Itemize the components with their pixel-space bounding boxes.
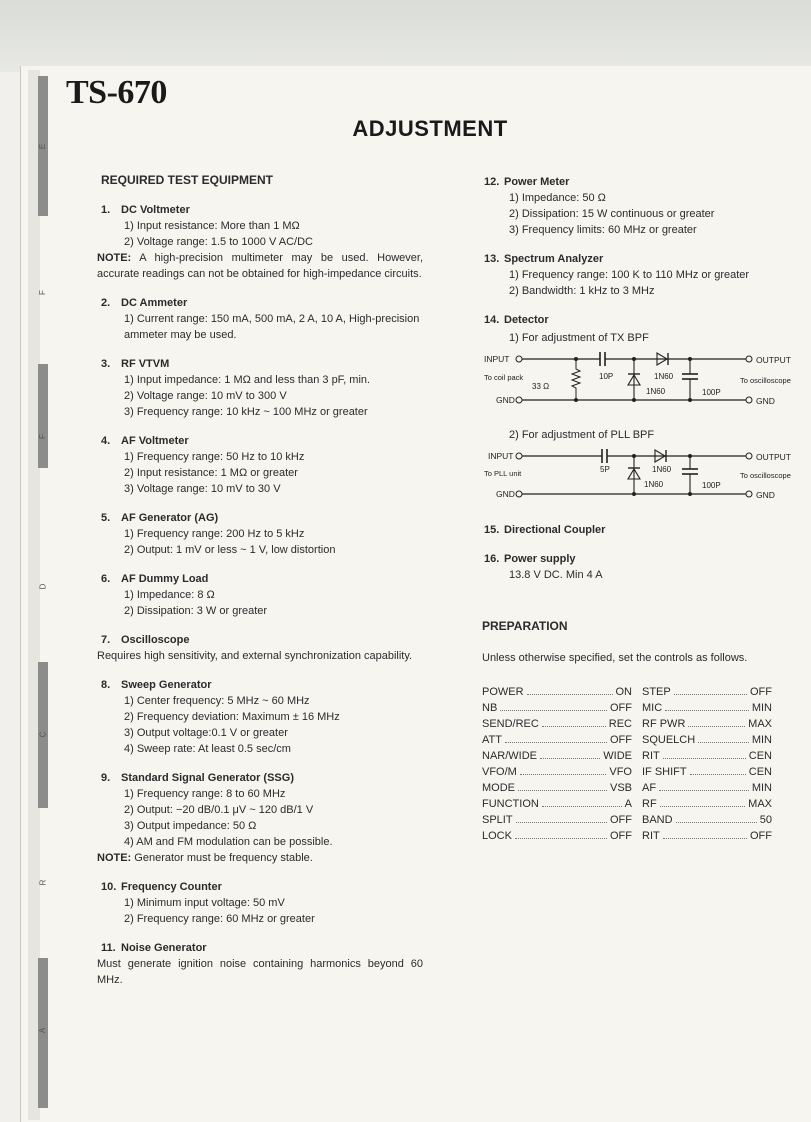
setting-label: AF (642, 782, 657, 794)
item-line: 2) Frequency range: 60 MHz or greater (124, 913, 315, 925)
setting-label: SEND/REC (482, 718, 539, 730)
item-number: 2. (101, 297, 111, 309)
setting-row (642, 684, 772, 700)
shunt-diode-value: 1N60 (644, 480, 664, 489)
output-terminal (746, 453, 752, 459)
setting-label: NAR/WIDE (482, 750, 537, 762)
item-line: 1) Input resistance: More than 1 MΩ (124, 220, 300, 232)
schematic-source-label: To PLL unit (484, 469, 522, 478)
equipment-item (97, 940, 423, 988)
item-title: AF Dummy Load (121, 573, 209, 585)
setting-value: MIN (751, 734, 772, 746)
schematic-dest-label: To oscilloscope (740, 471, 791, 480)
item-number: 9. (101, 772, 111, 784)
gnd-terminal (516, 397, 522, 403)
setting-row (482, 764, 632, 780)
setting-label: POWER (482, 686, 524, 698)
setting-label: STEP (642, 686, 671, 698)
setting-label: RF PWR (642, 718, 686, 730)
setting-row (642, 732, 772, 748)
item-number: 5. (101, 512, 111, 524)
item-line: 1) Current range: 150 mA, 500 mA, 2 A, 10 A, High-precision ammeter may be used. (124, 313, 420, 341)
setting-row (642, 700, 772, 716)
item-number: 14. (484, 314, 500, 326)
setting-label: FUNCTION (482, 798, 539, 810)
item-title: DC Voltmeter (121, 204, 190, 216)
setting-label: LOCK (482, 830, 512, 842)
item-number: 3. (101, 358, 111, 370)
side-tab-letter: E (38, 143, 48, 150)
setting-value: REC (608, 718, 632, 730)
setting-value: OFF (610, 734, 632, 746)
item-note (97, 250, 423, 282)
item-title: DC Ammeter (121, 297, 188, 309)
setting-row (482, 700, 632, 716)
note-label: NOTE: (97, 852, 132, 864)
item-paragraph: Must generate ignition noise containing harmonics beyond 60 MHz. (97, 958, 423, 986)
setting-row (482, 732, 632, 748)
item-line: 13.8 V DC. Min 4 A (509, 569, 603, 581)
setting-row (642, 780, 772, 796)
tx-bpf-detector-schematic (482, 352, 804, 412)
equipment-item (97, 510, 423, 558)
schematic-source-label: To coil pack (484, 373, 524, 382)
item-number: 13. (484, 253, 500, 265)
item-title: Directional Coupler (504, 524, 606, 536)
setting-value: CEN (748, 766, 772, 778)
item-line: 1) Input impedance: 1 MΩ and less than 3 pF, min. (124, 374, 371, 386)
item-number: 8. (101, 679, 111, 691)
side-tab-letter: F (37, 434, 47, 439)
item-title: Power Meter (504, 176, 570, 188)
item-title: Sweep Generator (121, 679, 212, 691)
item-line: 1) Impedance: 50 Ω (509, 192, 606, 204)
junction-dot (688, 398, 692, 402)
side-tab-letter: R (38, 879, 48, 886)
item-line: 2) Frequency deviation: Maximum ± 16 MHz (124, 711, 340, 723)
note-text: Generator must be frequency stable. (134, 852, 313, 864)
setting-row (642, 764, 772, 780)
item-number: 11. (101, 942, 116, 954)
gnd-out-terminal (746, 397, 752, 403)
schematic-output-label: OUTPUT (756, 452, 791, 462)
schematic-dest-label: To oscilloscope (740, 376, 791, 385)
item-title: Detector (504, 314, 549, 326)
item-line: 4) AM and FM modulation can be possible. (124, 836, 333, 848)
item-line: 3) Frequency limits: 60 MHz or greater (509, 224, 697, 236)
schematic-input-label: INPUT (488, 451, 514, 461)
item-title: Power supply (504, 553, 576, 565)
item-line: 1) Minimum input voltage: 50 mV (124, 897, 285, 909)
item-line: 2) Voltage range: 10 mV to 300 V (124, 390, 287, 402)
item-line: 1) Frequency range: 100 K to 110 MHz or greater (509, 269, 750, 281)
schematic-output-label: OUTPUT (756, 355, 791, 365)
section-title-preparation: PREPARATION (482, 619, 568, 633)
setting-row (482, 684, 632, 700)
item-line: 2) Output: 1 mV or less ~ 1 V, low distortion (124, 544, 336, 556)
setting-label: VFO/M (482, 766, 517, 778)
capacitor-value: 100P (702, 388, 721, 397)
capacitor-value: 5P (600, 465, 610, 474)
series-diode-value: 1N60 (652, 465, 672, 474)
setting-row (482, 812, 632, 828)
item-title: AF Voltmeter (121, 435, 189, 447)
item-title: Spectrum Analyzer (504, 253, 604, 265)
setting-value: OFF (750, 830, 772, 842)
series-diode-value: 1N60 (654, 372, 674, 381)
resistor-value: 33 Ω (532, 382, 550, 391)
item-paragraph: Requires high sensitivity, and external synchronization capability. (97, 650, 413, 662)
setting-row (642, 796, 772, 812)
item-title: Standard Signal Generator (SSG) (121, 772, 294, 784)
item-number: 4. (101, 435, 111, 447)
schematic-input-label: INPUT (484, 354, 510, 364)
setting-value: ON (615, 686, 632, 698)
equipment-item (97, 356, 423, 420)
preparation-intro: Unless otherwise specified, set the controls as follows. (482, 652, 748, 664)
setting-row (482, 716, 632, 732)
junction-dot (574, 398, 578, 402)
equipment-item (97, 202, 423, 282)
shunt-diode-value: 1N60 (646, 387, 666, 396)
item-number: 6. (101, 573, 111, 585)
setting-label: BAND (642, 814, 673, 826)
setting-row (482, 828, 632, 844)
control-settings-grid (482, 684, 782, 844)
schematic-out-gnd-label: GND (756, 490, 775, 500)
resistor-symbol (572, 359, 580, 400)
item-line: 2) Input resistance: 1 MΩ or greater (124, 467, 298, 479)
item-line: 2) Output: −20 dB/0.1 μV ~ 120 dB/1 V (124, 804, 314, 816)
setting-label: RIT (642, 750, 660, 762)
item-number: 12. (484, 176, 500, 188)
schematic-out-gnd-label: GND (756, 396, 775, 406)
side-tab-letter: A (38, 1027, 48, 1034)
item-number: 10. (101, 881, 117, 893)
setting-label: MODE (482, 782, 515, 794)
setting-value: VSB (609, 782, 632, 794)
settings-column-left (482, 684, 632, 844)
equipment-item (97, 770, 423, 866)
item-line: 2) For adjustment of PLL BPF (509, 429, 655, 441)
item-line: 2) Dissipation: 15 W continuous or greater (509, 208, 715, 220)
item-line: 1) Frequency range: 8 to 60 MHz (124, 788, 286, 800)
model-number: TS-670 (66, 74, 167, 111)
item-line: 2) Dissipation: 3 W or greater (124, 605, 268, 617)
item-line: 3) Frequency range: 10 kHz ~ 100 MHz or greater (124, 406, 368, 418)
setting-label: RIT (642, 830, 660, 842)
right-column (482, 174, 791, 844)
item-line: 1) For adjustment of TX BPF (509, 332, 649, 344)
setting-value: 50 (759, 814, 772, 826)
setting-label: IF SHIFT (642, 766, 687, 778)
side-tab-letter: F (37, 290, 47, 295)
item-line: 3) Voltage range: 10 mV to 30 V (124, 483, 281, 495)
equipment-item (482, 551, 782, 583)
equipment-item (482, 312, 791, 516)
item-line: 2) Bandwidth: 1 kHz to 3 MHz (509, 285, 655, 297)
setting-value: MAX (748, 798, 772, 810)
item-number: 16. (484, 553, 500, 565)
equipment-item (97, 879, 423, 927)
setting-value: OFF (610, 702, 632, 714)
setting-label: ATT (482, 734, 502, 746)
setting-value: MIN (751, 782, 772, 794)
item-title: Frequency Counter (121, 881, 222, 893)
gnd-out-terminal (746, 491, 752, 497)
item-line: 1) Center frequency: 5 MHz ~ 60 MHz (124, 695, 310, 707)
setting-value: MIN (751, 702, 772, 714)
item-line: 4) Sweep rate: At least 0.5 sec/cm (124, 743, 291, 755)
equipment-item (97, 632, 423, 664)
setting-row (482, 796, 632, 812)
left-column (97, 172, 423, 1001)
junction-dot (632, 398, 636, 402)
output-terminal (746, 356, 752, 362)
side-tab-letter: D (38, 583, 48, 590)
setting-row (642, 748, 772, 764)
item-line: 1) Frequency range: 50 Hz to 10 kHz (124, 451, 305, 463)
setting-value: A (624, 798, 632, 810)
setting-value: VFO (609, 766, 632, 778)
junction-dot (688, 492, 692, 496)
equipment-item (97, 571, 423, 619)
item-title: AF Generator (AG) (121, 512, 219, 524)
pll-bpf-detector-schematic (482, 449, 804, 505)
note-text: A high-precision multimeter may be used. However, accurate readings can not be obtained for high-impedance circuits. (97, 252, 424, 280)
setting-row (482, 780, 632, 796)
schematic-gnd-label: GND (496, 395, 515, 405)
setting-label: NB (482, 702, 498, 714)
setting-row (482, 748, 632, 764)
setting-label: SQUELCH (642, 734, 696, 746)
setting-value: MAX (748, 718, 772, 730)
section-title-equipment: REQUIRED TEST EQUIPMENT (101, 173, 274, 187)
item-number: 15. (484, 524, 500, 536)
setting-value: OFF (750, 686, 772, 698)
setting-value: WIDE (603, 750, 632, 762)
item-line: 3) Output impedance: 50 Ω (124, 820, 257, 832)
gnd-terminal (516, 491, 522, 497)
note-label: NOTE: (97, 252, 132, 264)
page-title: ADJUSTMENT (352, 116, 508, 141)
setting-label: SPLIT (482, 814, 513, 826)
item-line: 3) Output voltage:0.1 V or greater (124, 727, 288, 739)
item-title: Noise Generator (121, 942, 207, 954)
item-number: 1. (101, 204, 111, 216)
equipment-item (482, 251, 782, 299)
item-line: 2) Voltage range: 1.5 to 1000 V AC/DC (124, 236, 313, 248)
input-terminal (516, 453, 522, 459)
settings-column-right (642, 684, 772, 844)
junction-dot (632, 492, 636, 496)
capacitor-value: 100P (702, 481, 721, 490)
setting-label: MIC (642, 702, 663, 714)
capacitor-value: 10P (599, 372, 614, 381)
equipment-item (97, 677, 423, 757)
side-tab-letter: C (38, 731, 48, 738)
item-title: Oscilloscope (121, 634, 190, 646)
scan-background (0, 0, 811, 72)
item-note (97, 850, 423, 866)
setting-row (642, 812, 772, 828)
setting-row (642, 828, 772, 844)
item-line: 1) Impedance: 8 Ω (124, 589, 215, 601)
equipment-item (97, 295, 423, 343)
side-tab-2 (38, 364, 48, 468)
item-number: 7. (101, 634, 111, 646)
item-title: RF VTVM (121, 358, 170, 370)
setting-value: CEN (748, 750, 772, 762)
item-line: 1) Frequency range: 200 Hz to 5 kHz (124, 528, 305, 540)
setting-value: OFF (610, 830, 632, 842)
input-terminal (516, 356, 522, 362)
equipment-item (482, 522, 782, 538)
schematic-gnd-label: GND (496, 489, 515, 499)
setting-value: OFF (610, 814, 632, 826)
equipment-item (97, 433, 423, 497)
equipment-item (482, 174, 782, 238)
setting-label: RF (642, 798, 657, 810)
setting-row (642, 716, 772, 732)
